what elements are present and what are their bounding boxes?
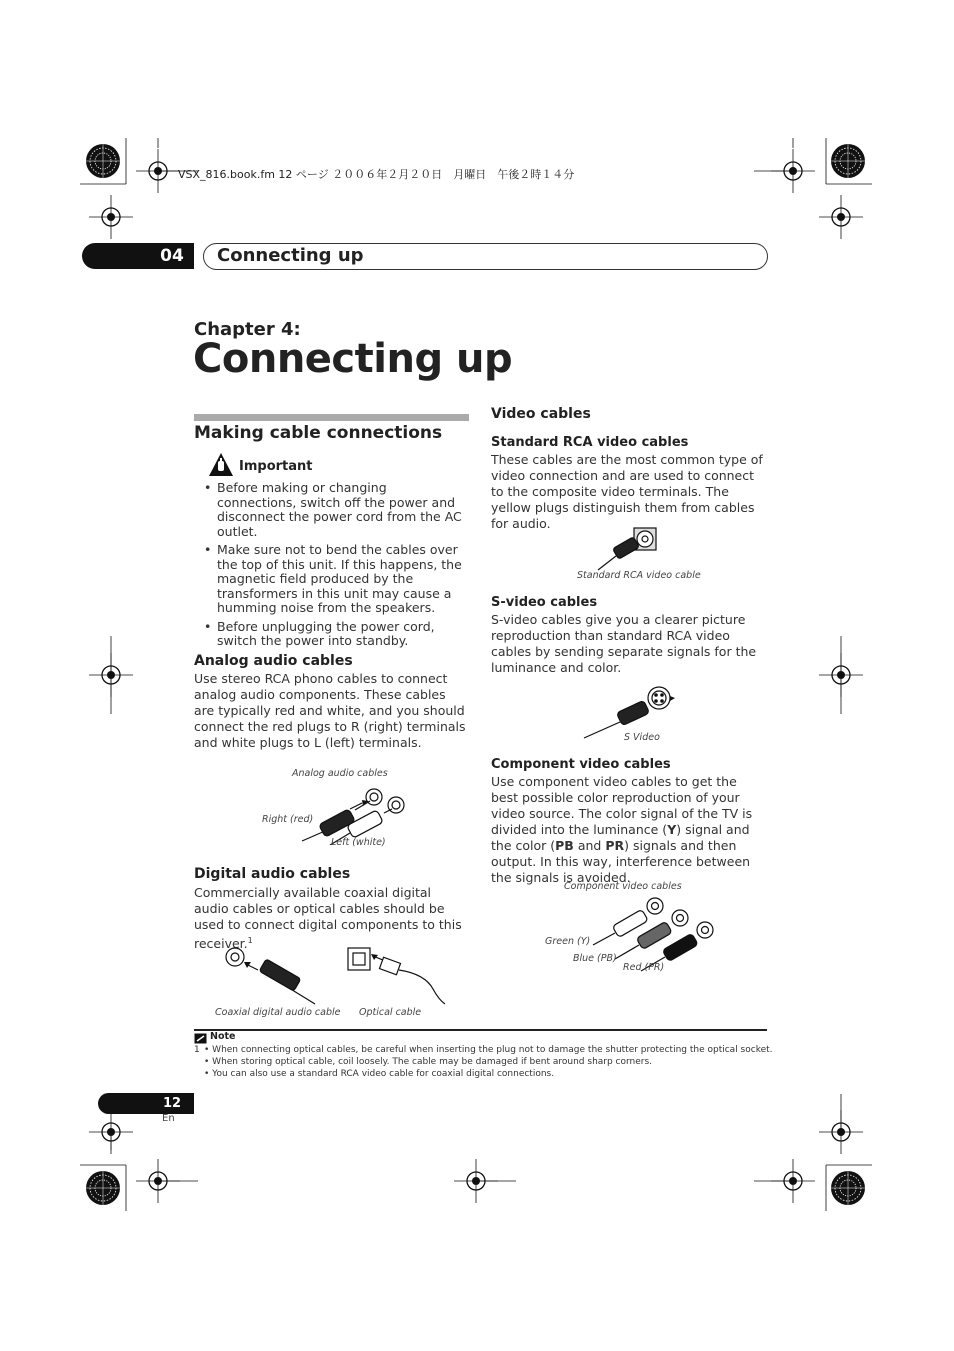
warning-hand-icon [208,452,234,477]
analog-fig-title: Analog audio cables [292,768,388,779]
component-heading: Component video cables [491,757,671,772]
analog-label-right: Right (red) [262,814,314,825]
note-item: • You can also use a standard RCA video cable for coaxial digital connections. [204,1069,555,1079]
component-text-part: Use component video cables to get the best possible color reproduction of your video source. The color signal of the TV is divided into the luminance ( [491,774,753,837]
section-rule [194,414,469,421]
analog-cable-illustration [300,783,410,845]
component-text [491,774,767,886]
note-rule [194,1029,767,1031]
rca-label: Standard RCA video cable [577,570,701,581]
rca-video-cable-illustration [590,526,660,572]
note-list [204,1044,773,1080]
print-header: VSX_816.book.fm 12 ページ ２００６年２月２０日 月曜日 午後２時１４分 [178,168,575,181]
coax-label: Coaxial digital audio cable [215,1007,341,1018]
chapter-label: Chapter 4: [194,319,301,340]
coaxial-cable-illustration [220,944,320,1006]
video-heading: Video cables [491,406,591,422]
pr-symbol: PR [605,838,625,853]
note-item: • When connecting optical cables, be careful when inserting the plug not to damage the shutter protecting the optical socket. [204,1045,773,1055]
footnote-ref: 1 [247,936,253,945]
svideo-text: S-video cables give you a clearer picture reproduction than standard RCA video cables by sending separate signals for the luminance and color. [491,612,757,675]
component-text-part: and [577,838,602,853]
analog-text: Use stereo RCA phono cables to connect analog audio components. These cables are typically red and white, and you should connect the red plugs to R (right) terminals and white plugs to L (left) terminals. [194,671,466,750]
component-fig-title: Component video cables [564,881,682,892]
making-heading: Making cable connections [194,423,443,443]
label-green: Green (Y) [545,936,591,947]
list-item: • Before unplugging the power cord, switch the power into standby. [194,620,469,649]
label-red: Red (PR) [623,962,665,973]
note-label: Note [210,1031,236,1042]
analog-label-left: Left (white) [331,837,386,848]
svideo-label: S Video [624,732,660,743]
analog-heading: Analog audio cables [194,653,353,669]
chapter-title: Connecting up [193,336,513,382]
rca-heading: Standard RCA video cables [491,435,689,450]
important-label: Important [239,459,313,474]
pb-symbol: PB [555,838,574,853]
svideo-heading: S-video cables [491,595,598,610]
note-icon [194,1033,207,1044]
note-number: 1 [194,1045,200,1055]
optical-cable-illustration [345,944,451,1006]
digital-text [194,885,469,952]
list-item: • Before making or changing connections, switch off the power and disconnect the power cord from the AC outlet. [194,481,469,539]
component-text-part: ) signals and then output. In this way, interference between the signals is avoided. [491,838,751,885]
chapter-header-title: Connecting up [217,245,364,266]
digital-text-body: Commercially available coaxial digital audio cables or optical cables should be used to connect digital components to this receiver. [194,885,462,952]
luminance-symbol: Y [667,822,677,837]
component-text-part: ) signal and the color ( [491,822,750,853]
rca-text: These cables are the most common type of video connection and are used to connect to the composite video terminals. The yellow plugs distinguish them from cables for audio. [491,452,763,531]
optical-label: Optical cable [359,1007,422,1018]
list-item: • Make sure not to bend the cables over the top of this unit. If this happens, the magnetic field produced by the transformers in this unit may cause a humming noise from the speakers. [194,543,469,616]
chapter-number: 04 [160,246,184,266]
important-list [194,481,469,653]
label-blue: Blue (PB) [573,953,617,964]
page-language: En [162,1113,175,1124]
note-item: • When storing optical cable, coil loosely. The cable may be damaged if bent around sharp corners. [204,1057,653,1067]
page-number: 12 [162,1096,182,1111]
digital-heading: Digital audio cables [194,866,351,882]
